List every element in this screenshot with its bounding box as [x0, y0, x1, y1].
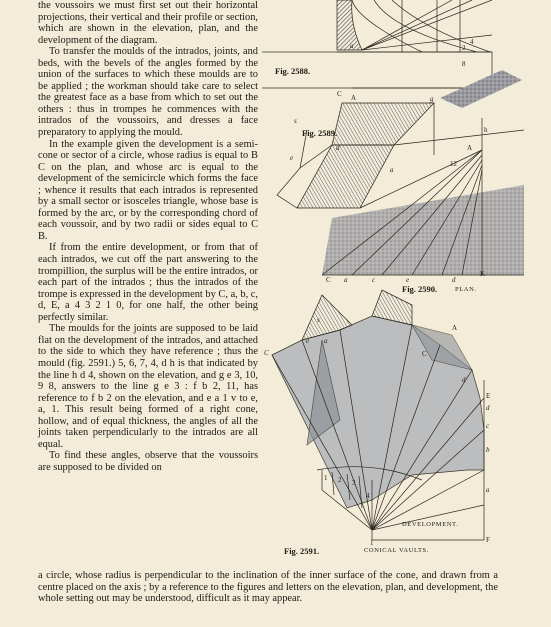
- label-e-2: e: [406, 276, 410, 284]
- label-A: A: [351, 94, 357, 102]
- label-c-2: c: [486, 422, 490, 430]
- conical-vaults-caption: CONICAL VAULTS.: [364, 547, 429, 554]
- label-C-4: C: [422, 350, 427, 358]
- paragraph: the voussoirs we must first set out their horizontal projections, their vertical and their profile or section, which are shown in the elevation, plan, and the development of the diagram.: [38, 0, 258, 46]
- label-d-3: d: [462, 376, 466, 384]
- paragraph-continuation: a circle, whose radius is perpendicular to the inclination of the inner surface of the cone, and drawn from a centre placed on the axis ; by a reference to the figures and letters on the elevation, plan, and development, the whole setting out may be understood, difficult as it may appear.: [38, 570, 498, 605]
- label-e: e: [290, 154, 294, 162]
- fig-2588-label: Fig. 2588.: [275, 66, 311, 76]
- label-C-2: C: [326, 276, 331, 284]
- development-caption: DEVELOPMENT.: [402, 521, 459, 528]
- label-8: 8: [462, 60, 466, 68]
- label-a-4: a: [324, 337, 328, 345]
- label-a-2: a: [390, 166, 394, 174]
- fig-2591-label: Fig. 2591.: [284, 546, 320, 556]
- fig-2590-label: Fig. 2590.: [402, 284, 438, 294]
- label-3: 3: [352, 479, 356, 487]
- paragraph: To find these angles, observe that the voussoirs are supposed to be divided on: [38, 450, 258, 473]
- label-C: C: [337, 90, 342, 98]
- label-g: g: [430, 95, 434, 103]
- label-d-2: d: [452, 276, 456, 284]
- label-A-2: A: [467, 144, 473, 152]
- paragraph: If from the entire development, or from that of each intrados, we cut off the part answering to the trompillion, the surplus will be the entire intrados, or each part of the intrados ; thus the intrados of the trompe is expressed in the development by C, a, b, c, d, E, a 4 3 2 1 0, for one half, the other being perfectly similar.: [38, 242, 258, 323]
- paragraph: In the example given the development is a semi-cone or sector of a circle, whose radius is equal to B C on the plan, and whose arc is equal to the development of the semicircle which forms the face ; whence it results that each intrados is represented by a small sector or isosceles triangle, whose base is formed by the arc, or by the corresponding chord of each voussoir, and by two radii or sides equal to C B.: [38, 138, 258, 242]
- label-h: h: [484, 126, 488, 134]
- label-E: E: [486, 392, 491, 400]
- plan-caption: PLAN.: [455, 286, 477, 293]
- label-s: s: [294, 117, 297, 125]
- label-C-3: C: [264, 349, 269, 357]
- label-A-3: A: [452, 324, 458, 332]
- label-a: a: [350, 42, 354, 50]
- label-a-5: a: [486, 486, 490, 494]
- label-4-2: 4: [366, 492, 370, 500]
- label-K: K: [480, 270, 486, 278]
- label-F: F: [486, 536, 490, 544]
- label-1: 1: [324, 474, 328, 482]
- label-1-2: 1: [370, 539, 374, 547]
- label-s-2: s: [317, 316, 320, 324]
- technical-drawing: [262, 0, 551, 560]
- label-e-3: e: [306, 337, 310, 345]
- label-d: d: [336, 144, 340, 152]
- label-d-4: d: [486, 404, 490, 412]
- label-4: 4: [470, 38, 474, 46]
- label-c: c: [372, 276, 376, 284]
- figure-column: [262, 0, 551, 560]
- label-a-3: a: [344, 276, 348, 284]
- label-12: 12: [450, 160, 457, 168]
- paragraph: To transfer the moulds of the intrados, joints, and beds, with the bevels of the angles formed by the union of the surfaces to which these moulds are to be applied ; the workman should take care to select the greatest face as a base from which to set out the others : thus in trompes he commences with the intrados of the voussoirs, and dresses a face preparatory to applying the mould.: [38, 46, 258, 139]
- main-text-column: [38, 0, 258, 473]
- label-2: 2: [462, 44, 466, 52]
- fig-2589-label: Fig. 2589.: [302, 128, 338, 138]
- label-2-2: 2: [338, 476, 342, 484]
- label-b: b: [486, 446, 490, 454]
- paragraph: The moulds for the joints are supposed to be laid flat on the development of the intrados, and attached to the side to which they have reference ; thus the mould (fig. 2591.) 5, 6, 7, 4, d h is that indicated by the line h d 4, shown on the elevation, and g e 3, 10, 9 8, answers to the line g e 3 : f b 2, 11, has reference to f b 2 on the elevation, and e a 1 v to e, a, 1. This result being formed of a right cone, hollow, and of equal thickness, the angles of all the joints taken perpendicularly to the intrados are all equal.: [38, 323, 258, 450]
